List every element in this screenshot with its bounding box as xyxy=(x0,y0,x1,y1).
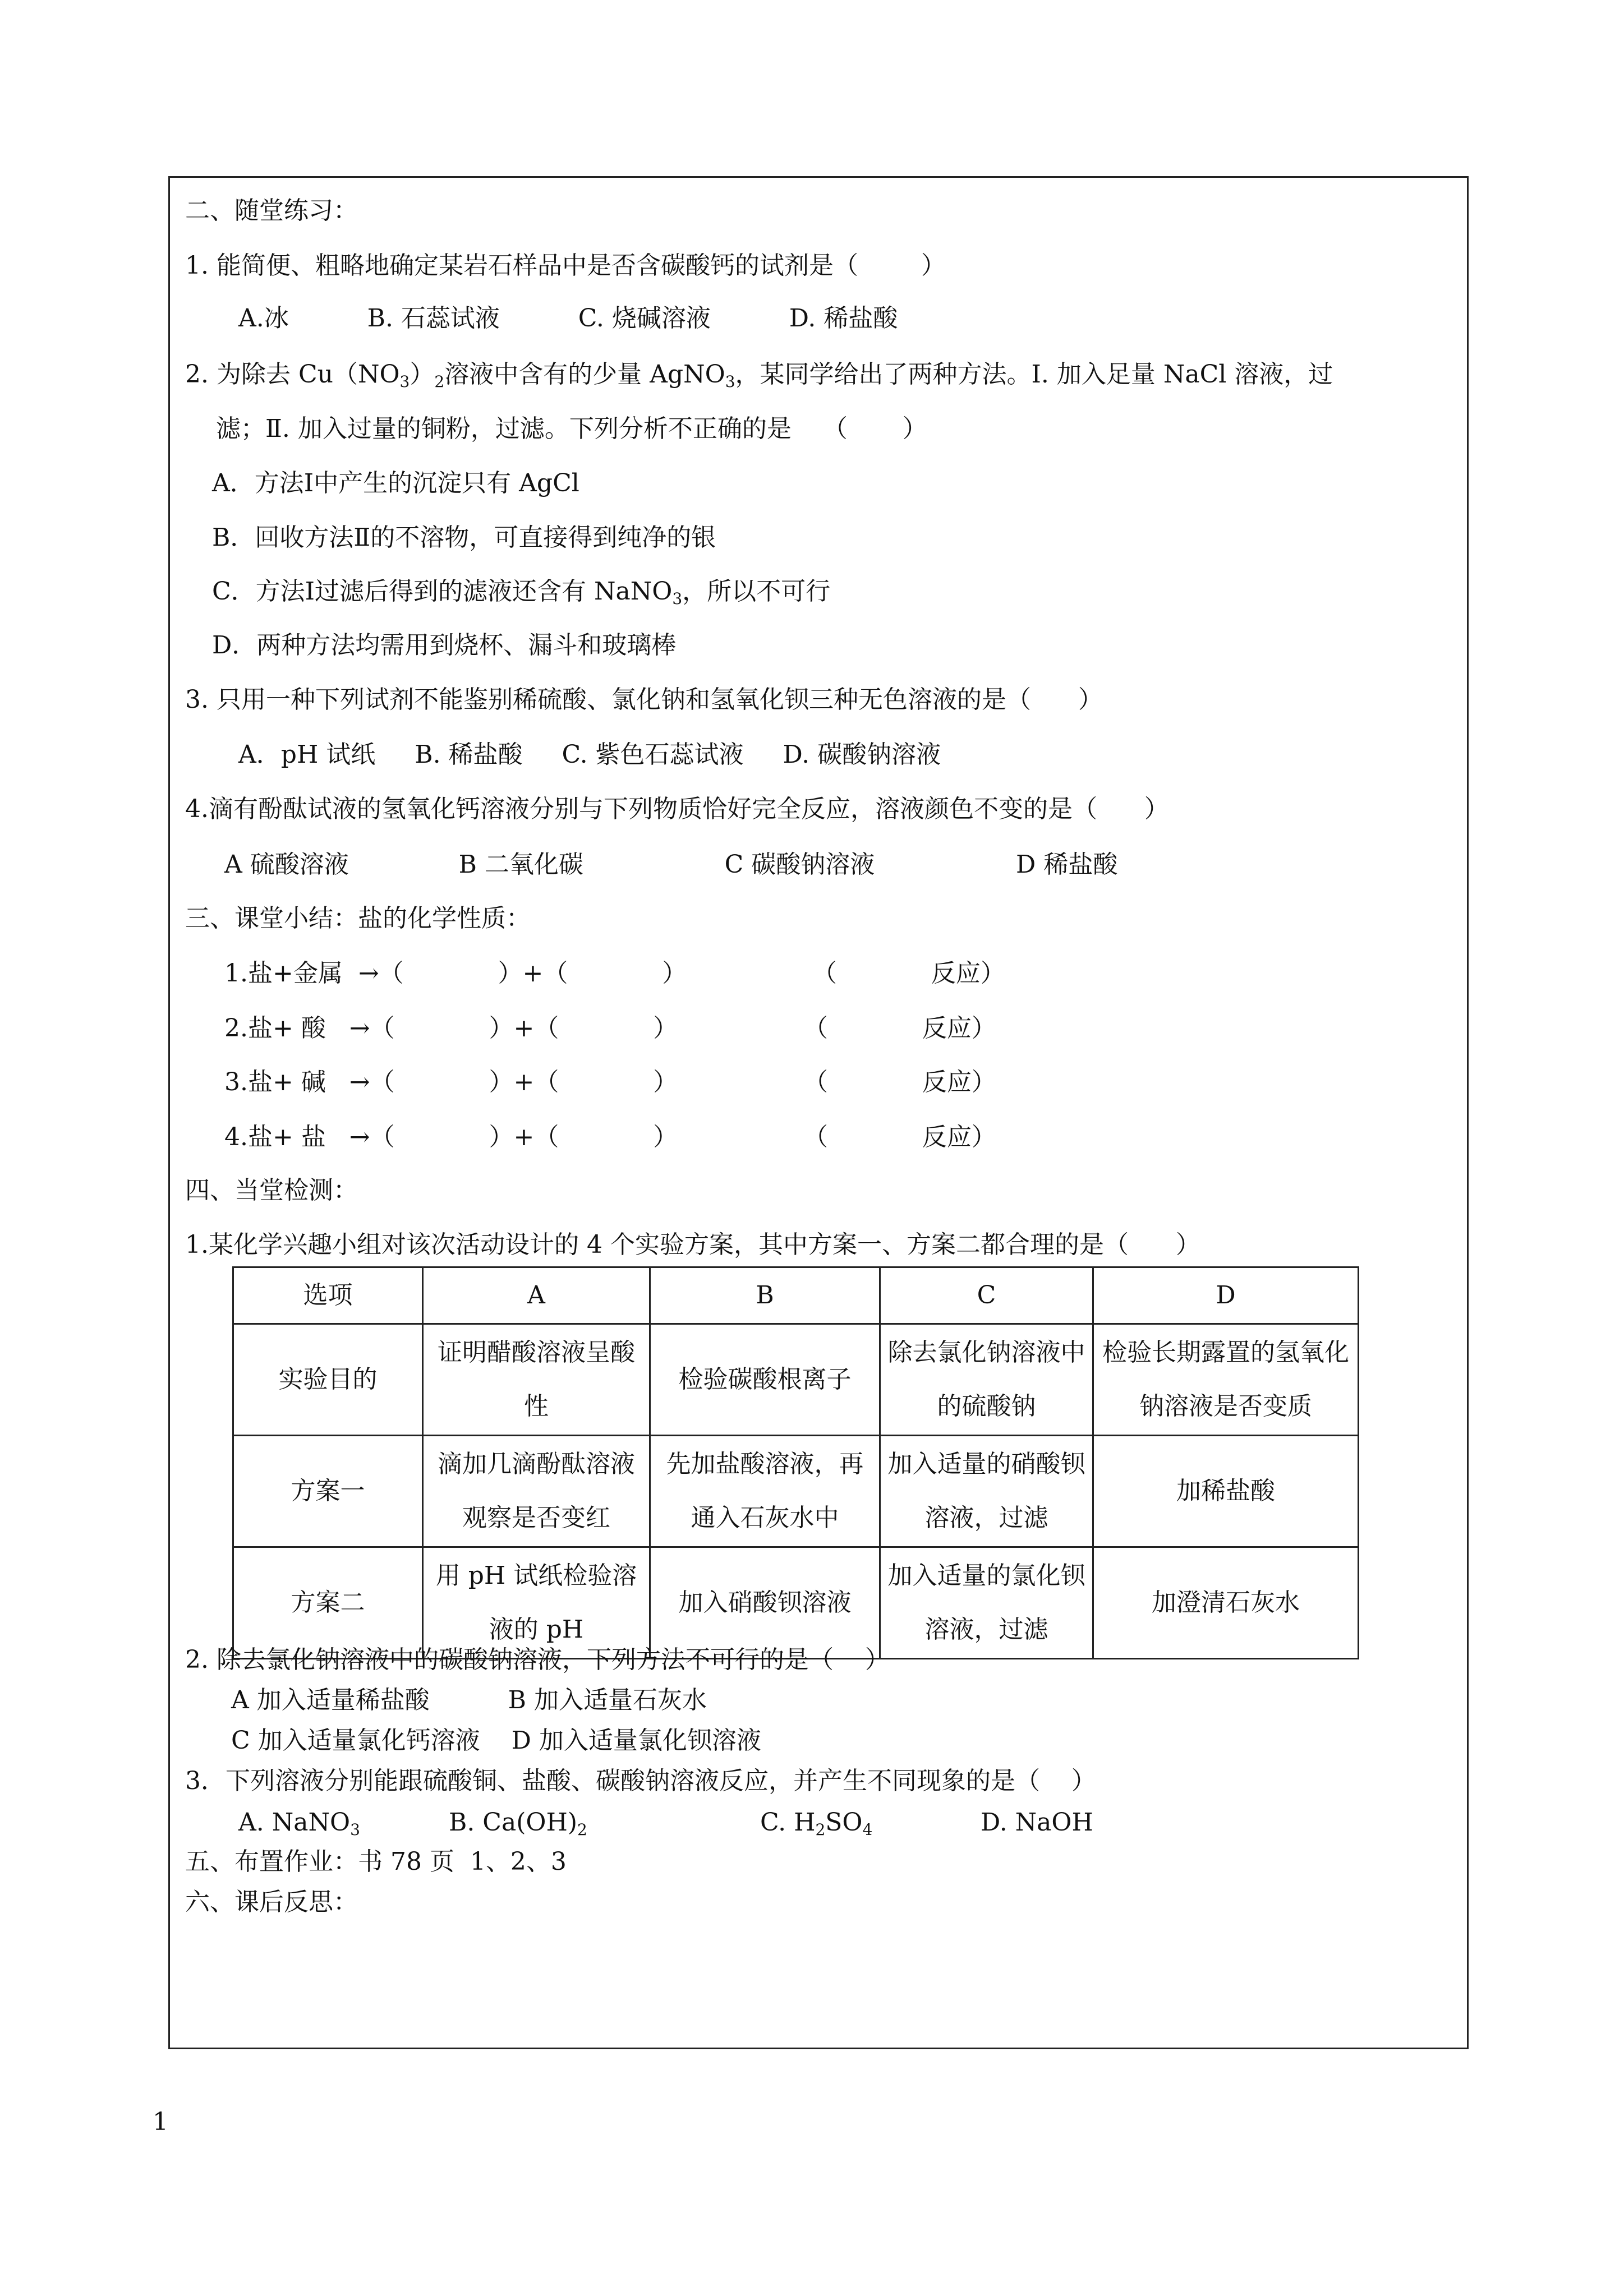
q4-2-options-1: A 加入适量稀盐酸 B 加入适量石灰水 xyxy=(231,1686,707,1714)
summary-line-3: 3.盐+ 碱 →（ ）+（ ） （ 反应） xyxy=(224,1068,996,1096)
table-header-cell: A xyxy=(423,1267,650,1324)
table-header-cell: 选项 xyxy=(233,1267,423,1324)
section-6-title: 六、课后反思： xyxy=(185,1888,358,1916)
table-cell: 滴加几滴酚酞溶液观察是否变红 xyxy=(423,1436,650,1547)
table-cell: 加澄清石灰水 xyxy=(1093,1547,1359,1659)
table-row xyxy=(233,1436,1359,1547)
section-5-title: 五、布置作业：书 78 页 1、2、3 xyxy=(185,1847,567,1876)
table-cell: 检验碳酸根离子 xyxy=(650,1324,880,1436)
q2-3-stem: 3. 只用一种下列试剂不能鉴别稀硫酸、氯化钠和氢氧化钡三种无色溶液的是（ ） xyxy=(185,685,1103,714)
q2-3-options: A．pH 试纸 B. 稀盐酸 C. 紫色石蕊试液 D. 碳酸钠溶液 xyxy=(238,740,941,769)
q4-3-option-c: C. $H_2SO_4$ xyxy=(760,1808,873,1839)
q2-2-stem: 2. 为除去 $Cu(NO_3)_2$溶液中含有的少量 AgNO$_3$，某同学给出了两种方法。Ⅰ. 加入足量 NaCl 溶液，过 xyxy=(185,360,1333,391)
table-cell: 检验长期露置的氢氧化钠溶液是否变质 xyxy=(1093,1324,1359,1436)
table-header-cell: D xyxy=(1093,1267,1359,1324)
q2-2-option-b: B．回收方法Ⅱ的不溶物，可直接得到纯净的银 xyxy=(212,523,716,552)
summary-line-4: 4.盐+ 盐 →（ ）+（ ） （ 反应） xyxy=(224,1123,996,1151)
table-cell: 方案一 xyxy=(233,1436,423,1547)
summary-line-1: 1.盐+金属 →（ ）+（ ） （ 反应） xyxy=(224,959,1005,988)
q4-3-option-a: A. NaNO$_3$ xyxy=(238,1808,360,1839)
section-4-title: 四、当堂检测： xyxy=(185,1176,358,1205)
table-cell: 加稀盐酸 xyxy=(1093,1436,1359,1547)
q2-1-options: A.冰 B. 石蕊试液 C. 烧碱溶液 D. 稀盐酸 xyxy=(238,304,898,333)
q2-2-option-a: A．方法Ⅰ中产生的沉淀只有 AgCl xyxy=(212,469,579,497)
table-cell: 用 pH 试纸检验溶液的 pH xyxy=(423,1547,650,1659)
q2-1-stem: 1. 能简便、粗略地确定某岩石样品中是否含碳酸钙的试剂是（ ） xyxy=(185,251,946,280)
table-header-cell: C xyxy=(880,1267,1093,1324)
q4-3-option-b: B. $Ca(OH)_2$ xyxy=(449,1808,587,1839)
summary-line-2: 2.盐+ 酸 →（ ）+（ ） （ 反应） xyxy=(224,1014,996,1043)
section-3-title: 三、课堂小结：盐的化学性质： xyxy=(185,904,531,933)
q4-2-options-2: C 加入适量氯化钙溶液 D 加入适量氯化钡溶液 xyxy=(231,1726,761,1755)
table-cell: 加入适量的氯化钡溶液，过滤 xyxy=(880,1547,1093,1659)
section-2-title: 二、随堂练习： xyxy=(185,196,358,225)
q4-1-stem: 1.某化学兴趣小组对该次活动设计的 4 个实验方案，其中方案一、方案二都合理的是（ ） xyxy=(185,1230,1200,1259)
q2-2-option-c: C．方法Ⅰ过滤后得到的滤液还含有 NaNO$_3$，所以不可行 xyxy=(212,577,831,608)
q4-2-stem: 2. 除去氯化钠溶液中的碳酸钠溶液，下列方法不可行的是（ ） xyxy=(185,1645,890,1674)
table-row xyxy=(233,1324,1359,1436)
table-header-cell: B xyxy=(650,1267,880,1324)
table-header-row xyxy=(233,1267,1359,1324)
experiment-table xyxy=(232,1266,1359,1659)
table-cell: 加入硝酸钡溶液 xyxy=(650,1547,880,1659)
q4-3-option-d: D. NaOH xyxy=(981,1808,1093,1837)
q2-2-option-d: D．两种方法均需用到烧杯、漏斗和玻璃棒 xyxy=(212,631,677,660)
table-cell: 除去氯化钠溶液中的硫酸钠 xyxy=(880,1324,1093,1436)
q2-4-options: A 硫酸溶液 B 二氧化碳 C 碳酸钠溶液 D 稀盐酸 xyxy=(224,850,1118,879)
q2-4-stem: 4.滴有酚酞试液的氢氧化钙溶液分别与下列物质恰好完全反应，溶液颜色不变的是（ ） xyxy=(185,795,1169,823)
table-cell: 实验目的 xyxy=(233,1324,423,1436)
q4-3-stem: 3．下列溶液分别能跟硫酸铜、盐酸、碳酸钠溶液反应，并产生不同现象的是（ ） xyxy=(185,1767,1096,1795)
q2-2-stem-cont: 滤；Ⅱ. 加入过量的铜粉，过滤。下列分析不正确的是 （ ） xyxy=(216,414,927,443)
table-cell: 先加盐酸溶液，再通入石灰水中 xyxy=(650,1436,880,1547)
table-cell: 加入适量的硝酸钡溶液，过滤 xyxy=(880,1436,1093,1547)
table-cell: 方案二 xyxy=(233,1547,423,1659)
page-number: 1 xyxy=(153,2108,168,2136)
table-row xyxy=(233,1547,1359,1659)
table-cell: 证明醋酸溶液呈酸性 xyxy=(423,1324,650,1436)
